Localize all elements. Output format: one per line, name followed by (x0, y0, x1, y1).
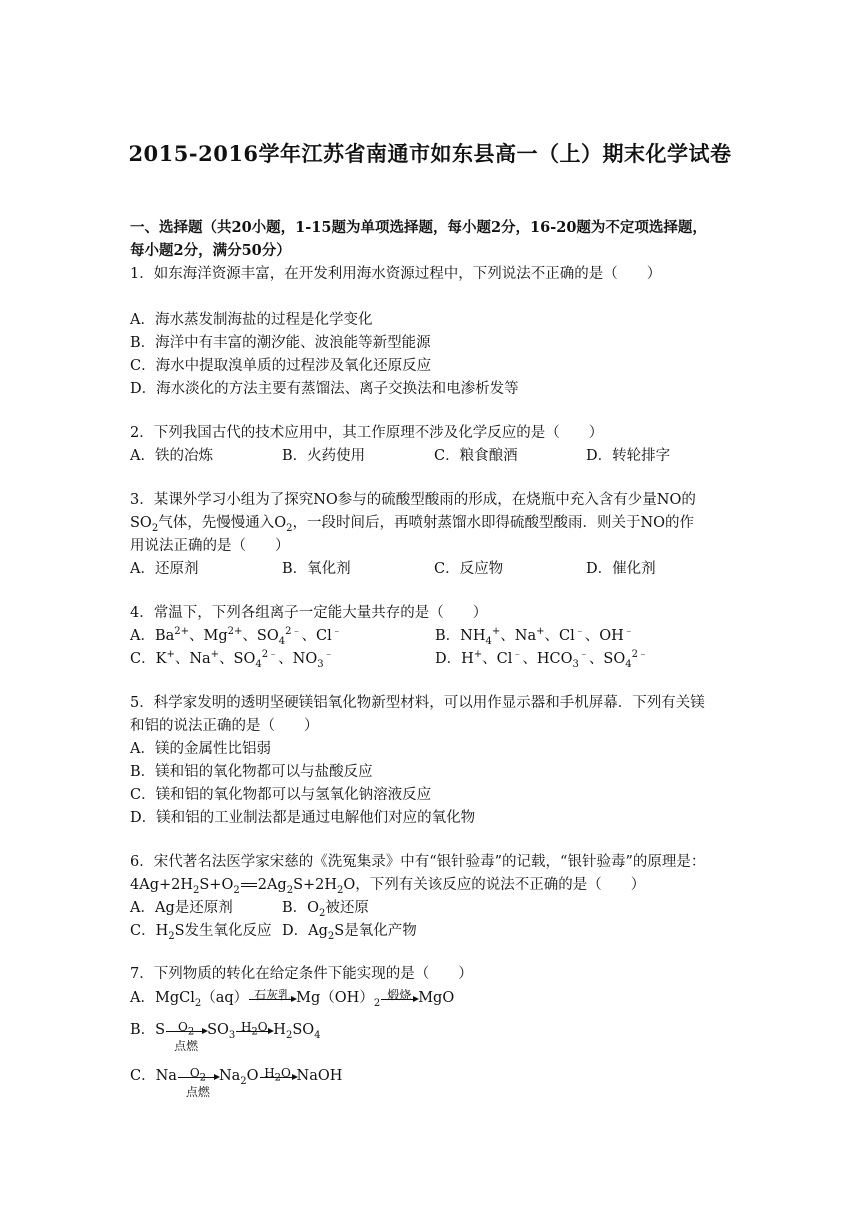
reaction-arrow-icon: $O_2$ 点燃 (178, 1070, 218, 1083)
q1-option-a: A．海水蒸发制海盐的过程是化学变化 (130, 312, 373, 328)
q1-option-d: D．海水淡化的方法主要有蒸馏法、离子交换法和电渗析发等 (130, 381, 519, 397)
q3-option-a: A．还原剂 (130, 561, 199, 577)
q1-stem: 1．如东海洋资源丰富，在开发利用海水资源过程中，下列说法不正确的是（ ） (130, 266, 662, 282)
page-title: 2015-2016学年江苏省南通市如东县高一（上）期末化学试卷 (128, 141, 732, 166)
reaction-arrow-icon: $H_2O$ (236, 1024, 272, 1037)
q7-option-a: A．MgCl$_2$（aq） 石灰乳 $Mg(OH)_2$ 煅烧 MgO (130, 988, 455, 1009)
section-heading-line1: 一、选择题（共20小题，1-15题为单项选择题，每小题2分，16-20题为不定项选择题， (130, 219, 707, 236)
q7-option-c: C．Na $O_2$ 点燃 $Na_2O$ $H_2O$ NaOH (130, 1066, 343, 1099)
q4-stem: 4．常温下，下列各组离子一定能大量共存的是（ ） (130, 605, 488, 621)
q7-option-b: B．S $O_2$ 点燃 $SO_3$ $H_2O$ $H_2SO_4$ (130, 1020, 321, 1053)
q4-options-row2 (130, 649, 740, 669)
q3-stem-line1: 3．某课外学习小组为了探究NO参与的硫酸型酸雨的形成，在烧瓶中充入含有少量NO的 (130, 492, 696, 508)
q4-option-b: B．$NH_4^+$、Na+、Cl﹣、OH﹣ (435, 626, 634, 647)
q5-stem-line2: 和铝的说法正确的是（ ） (130, 718, 319, 734)
reaction-arrow-icon: $O_2$ 点燃 (166, 1024, 206, 1037)
q6-stem-line1: 6．宋代著名法医学家宋慈的《洗冤集录》中有“银针验毒”的记载，“银针验毒”的原理是： (130, 854, 706, 870)
q3-stem-line2: $SO_2$气体，先慢慢通入$O_2$，一段时间后，再喷射蒸馏水即得硫酸型酸雨．则关于NO的作 (130, 515, 695, 534)
q2-stem: 2．下列我国古代的技术应用中，其工作原理不涉及化学反应的是（ ） (130, 425, 604, 441)
q4-options-row1 (130, 626, 740, 646)
q4-option-d: D．H+、Cl﹣、$HCO_3^﹣$、$SO_4^{2﹣}$ (435, 649, 648, 670)
q4-option-c: C．K+、Na+、$SO_4^{2﹣}$、$NO_3^﹣$ (130, 649, 334, 670)
reaction-arrow-icon: 石灰乳 (249, 992, 295, 1005)
equals-sign-icon (241, 883, 257, 887)
q5-option-c: C．镁和铝的氧化物都可以与氢氧化钠溶液反应 (130, 787, 432, 803)
q5-option-a: A．镁的金属性比铝弱 (130, 741, 271, 757)
q3-stem-line3: 用说法正确的是（ ） (130, 538, 290, 554)
q6-options-row2 (130, 921, 740, 941)
q6-options-row1 (130, 898, 740, 918)
q7-stem: 7．下列物质的转化在给定条件下能实现的是（ ） (130, 966, 473, 982)
q6-option-d: D．$Ag_2S$是氧化产物 (282, 923, 417, 942)
q6-equation-line: $4Ag+2H_2S+O_2$ $2Ag_2S+2H_2O$，下列有关该反应的说法不正确的是（ ） (130, 877, 646, 896)
q2-options (130, 446, 740, 466)
q3-option-d: D．催化剂 (586, 561, 656, 577)
q6-option-c: C．$H_2S$发生氧化反应 (130, 923, 272, 942)
q1-option-b: B．海洋中有丰富的潮汐能、波浪能等新型能源 (130, 335, 431, 351)
q2-option-c: C．粮食酿酒 (434, 448, 518, 464)
reaction-arrow-icon: 煅烧 (381, 992, 417, 1005)
q2-option-b: B．火药使用 (282, 448, 366, 464)
q6-option-b: B．$O_2$被还原 (282, 900, 369, 919)
q2-option-a: A．铁的冶炼 (130, 448, 213, 464)
q3-options (130, 559, 740, 579)
q6-option-a: A．Ag是还原剂 (130, 900, 233, 916)
q3-option-c: C．反应物 (434, 561, 504, 577)
q5-stem-line1: 5．科学家发明的透明坚硬镁铝氧化物新型材料，可以用作显示器和手机屏幕．下列有关镁 (130, 695, 705, 711)
q2-option-d: D．转轮排字 (586, 448, 671, 464)
q5-option-b: B．镁和铝的氧化物都可以与盐酸反应 (130, 764, 373, 780)
q5-option-d: D．镁和铝的工业制法都是通过电解他们对应的氧化物 (130, 810, 476, 826)
section-heading-line2: 每小题2分，满分50分） (130, 242, 291, 259)
q4-option-a: A．$Ba^{2+}$、$Mg^{2+}$、$SO_4^{2﹣}$、Cl﹣ (130, 626, 342, 647)
q1-option-c: C．海水中提取溴单质的过程涉及氧化还原反应 (130, 358, 432, 374)
q3-option-b: B．氧化剂 (282, 561, 351, 577)
reaction-arrow-icon: $H_2O$ (260, 1070, 296, 1083)
